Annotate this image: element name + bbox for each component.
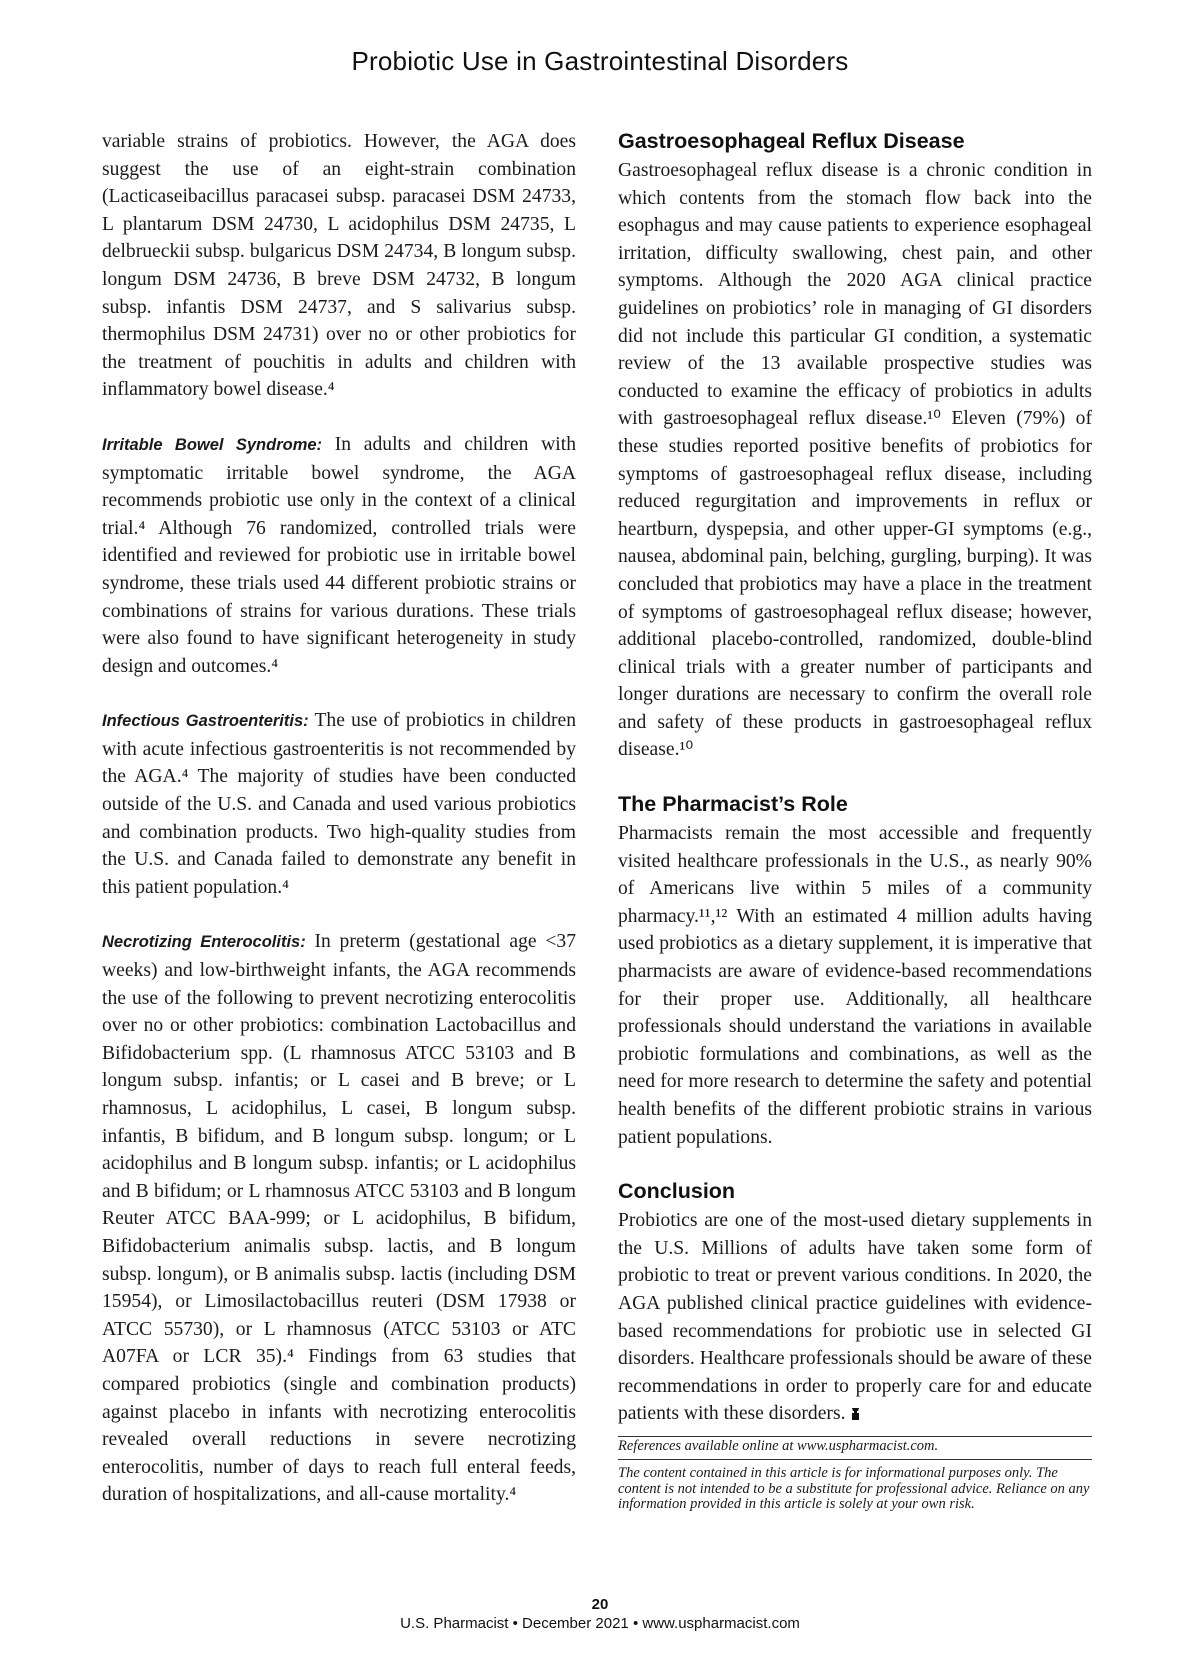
pharmacy-mortar-end-icon [851,1408,860,1420]
ibs-run-in-heading: Irritable Bowel Syndrome: [102,435,323,454]
publication-line: U.S. Pharmacist • December 2021 • www.uspharmacist.com [400,1615,800,1632]
pharmacist-role-paragraph: Pharmacists remain the most accessible and frequently visited healthcare professionals in the U.S., as nearly 90% of Americans live within 5 miles of a community pharmacy.¹¹,¹² With an estimated 4 million adults having used probiotics as a dietary supplement, it is imperative that pharmacists are aware of evidence-based recommendations for their proper use. Additionally, all healthcare professionals should understand the variations in available probiotic formulations and combinations, as well as the need for more research to determine the safety and potential health benefits of the different probiotic strains in various patient populations. [618,823,1092,1148]
gerd-paragraph: Gastroesophageal reflux disease is a chronic condition in which contents from the stomach flow back into the esophagus and may cause patients to experience esophageal irritation, difficulty swallowing, chest pain, and other symptoms. Although the 2020 AGA clinical practice guidelines on probiotics’ role in managing of GI disorders did not include this particular GI condition, a systematic review of the 13 available prospective studies was conducted to examine the efficacy of probiotics in adults with gastroesophageal reflux disease.¹⁰ Eleven (79%) of these studies reported positive benefits of probiotics for symptoms of gastroesophageal reflux disease, including reduced regurgitation and improvements in reflux or heartburn, dyspepsia, and other upper-GI symptoms (e.g., nausea, abdominal pain, belching, gurgling, burping). It was concluded that probiotics may have a place in the treatment of symptoms of gastroesophageal reflux disease; however, additional placebo-controlled, randomized, double-blind clinical trials with a greater number of participants and longer durations are necessary to confirm the overall role and safety of these products in gastroesophageal reflux disease.¹⁰ [618,160,1092,761]
gerd-section [618,127,1092,764]
page-number: 20 [591,1596,609,1613]
pharmacist-role-heading: The Pharmacist’s Role [618,792,848,817]
pouchitis-paragraph: variable strains of probiotics. However, the AGA does suggest the use of an eight-strain combination (Lacticaseibacillus paracasei subsp. paracasei DSM 24733, L plantarum DSM 24730, L acidophilus DSM 24735, L delbrueckii subsp. bulgaricus DSM 24734, B longum subsp. longum DSM 24736, B breve DSM 24732, B longum subsp. infantis DSM 24737, and S salivarius subsp. thermophilus DSM 24731) over no or other probiotics for the treatment of pouchitis in adults and children with inflammatory bowel disease.⁴ [102,131,576,401]
conclusion-paragraph [618,1207,1092,1428]
conclusion-text: Probiotics are one of the most-used dietary supplements in the U.S. Millions of adults have taken some form of probiotic to treat or prevent various conditions. In 2020, the AGA published clinical practice guidelines with evidence-based recommendations for probiotic use in selected GI disorders. Healthcare professionals should be aware of these recommendations in order to properly care for and educate patients with these disorders. [618,1210,1092,1425]
references-note: References available online at www.uspharmacist.com. [618,1437,939,1454]
left-column [102,128,576,1509]
references-divider [618,1436,1092,1437]
gerd-heading: Gastroesophageal Reflux Disease [618,129,965,153]
ibs-paragraph [102,431,576,680]
disclaimer: The content contained in this article is for informational purposes only. The content is not intended to be a substitute for professional advice. Reliance on any information provided in this article is solely at your own risk. [618,1465,1090,1513]
disclaimer-divider [618,1459,1092,1460]
nec-text: In preterm (gestational age <37 weeks) and low-birthweight infants, the AGA recommends the use of the following to prevent necrotizing enterocolitis over no or other probiotics: combination Lactobacillus and Bifidobacterium spp. (L rhamnosus ATCC 53103 and B longum subsp. infantis; or L casei and B breve; or L rhamnosus, L acidophilus, L casei, B longum subsp. infantis, B bifidum, and B longum subsp. longum; or L acidophilus and B longum subsp. infantis; or L acidophilus and B bifidum; or L rhamnosus ATCC 53103 and B longum Reuter ATCC BAA-999; or L acidophilus, B bifidum, Bifidobacterium animalis subsp. lactis, and B longum subsp. longum), or B animalis subsp. lactis (including DSM 15954), or Limosilactobacillus reuteri (DSM 17938 or ATCC 55730), or L rhamnosus (ATCC 53103 or ATC A07FA or LCR 35).⁴ Findings from 63 studies that compared probiotics (single and combination products) against placebo in infants with necrotizing enterocolitis revealed overall reductions in severe necrotizing enterocolitis, number of days to reach full enteral feeds, duration of hospitalizations, and all-cause mortality.⁴ [102,931,576,1506]
gastroenteritis-paragraph [102,707,576,901]
gastroenteritis-text: The use of probiotics in children with acute infectious gastroenteritis is not recommended by the AGA.⁴ The majority of studies have been conducted outside of the U.S. and Canada and used various probiotics and combination products. Two high-quality studies from the U.S. and Canada failed to demonstrate any benefit in this patient population.⁴ [102,710,576,898]
ibs-text: In adults and children with symptomatic irritable bowel syndrome, the AGA recommends probiotic use only in the context of a clinical trial.⁴ Although 76 randomized, controlled trials were identified and reviewed for probiotic use in irritable bowel syndrome, these trials used 44 different probiotic strains or combinations of strains for various durations. These trials were also found to have significant heterogeneity in study design and outcomes.⁴ [102,433,576,677]
pharmacist-role-section [618,790,1092,1151]
nec-paragraph [102,928,576,1508]
conclusion-section [618,1177,1092,1428]
right-column [618,127,1092,1513]
running-title: Probiotic Use in Gastrointestinal Disorders [351,46,849,76]
nec-run-in-heading: Necrotizing Enterocolitis: [102,933,306,952]
gastroenteritis-run-in-heading: Infectious Gastroenteritis: [102,712,309,731]
conclusion-heading: Conclusion [618,1179,736,1204]
